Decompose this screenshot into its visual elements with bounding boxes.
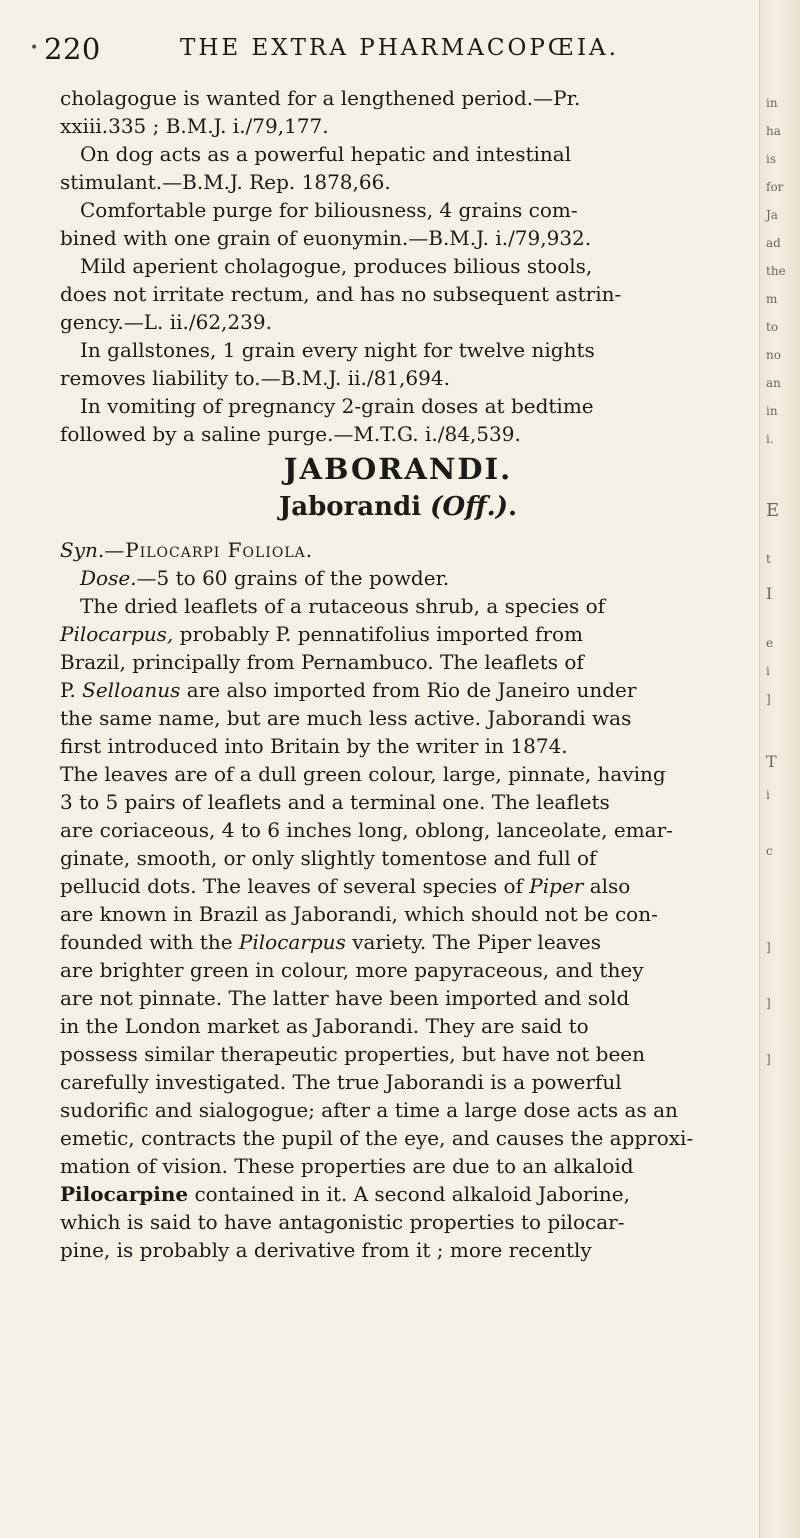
text-line — [60, 704, 736, 732]
edge-fragment: e — [766, 636, 774, 650]
text-segment: P. — [60, 678, 83, 702]
edge-fragment: in — [766, 404, 778, 418]
text-segment: are also imported from Rio de Janeiro under — [180, 678, 637, 702]
text-line: bined with one grain of euonymin.—B.M.J. i./79,932. — [60, 226, 592, 250]
running-head: THE EXTRA PHARMACOPŒIA. — [180, 35, 619, 61]
text-line — [60, 1124, 736, 1152]
text-italic: Pilocarpus, — [60, 622, 174, 646]
bullet-mark: • — [30, 40, 39, 56]
text-segment: which is said to have antagonistic properties to pilocar- — [60, 1210, 625, 1234]
text-line — [60, 1152, 736, 1180]
text-line — [60, 760, 736, 788]
text-segment: probably P. pennatifolius imported from — [173, 622, 584, 646]
text-line — [60, 872, 736, 900]
pilocarpine-term: Pilocarpine — [60, 1182, 189, 1206]
edge-fragment: ] — [766, 996, 771, 1010]
text-segment: are known in Brazil as Jaborandi, which should not be con- — [60, 902, 658, 926]
edge-fragment: for — [766, 180, 784, 194]
edge-fragment: to — [766, 320, 779, 334]
edge-fragment: in — [766, 96, 778, 110]
adjacent-page-edge — [759, 0, 800, 1538]
text-segment: are coriaceous, 4 to 6 inches long, oblong, lanceolate, emar- — [60, 818, 673, 842]
text-line: does not irritate rectum, and has no subsequent astrin- — [60, 282, 622, 306]
text-line — [60, 984, 736, 1012]
text-segment: carefully investigated. The true Jaborandi is a powerful — [60, 1070, 622, 1094]
edge-fragment: an — [766, 376, 781, 390]
text-line: In vomiting of pregnancy 2-grain doses at bedtime — [80, 394, 594, 418]
text-segment: the same name, but are much less active. Jaborandi was — [60, 706, 632, 730]
edge-fragment: ] — [766, 1052, 771, 1066]
monograph-body — [60, 536, 736, 1264]
text-segment: founded with the — [60, 930, 239, 954]
text-line — [60, 676, 736, 704]
text-italic: Selloanus — [82, 678, 181, 702]
syn-value: —Pilocarpi Foliola. — [104, 538, 314, 562]
edge-fragment: i — [766, 788, 770, 802]
text-line — [60, 592, 736, 620]
text-line — [60, 732, 736, 760]
text-line: stimulant.—B.M.J. Rep. 1878,66. — [60, 170, 391, 194]
text-line: Comfortable purge for biliousness, 4 grains com- — [80, 198, 578, 222]
text-segment: ginate, smooth, or only slightly tomentose and full of — [60, 846, 597, 870]
edge-fragment: T — [766, 752, 777, 771]
text-segment: variety. The Piper leaves — [345, 930, 601, 954]
text-segment: The dried leaflets of a rutaceous shrub, a species of — [80, 594, 606, 618]
edge-fragment: ] — [766, 940, 771, 954]
edge-fragment: the — [766, 264, 786, 278]
text-line: followed by a saline purge.—M.T.G. i./84,539. — [60, 422, 521, 446]
intro-paragraphs — [60, 84, 736, 448]
synonym-line — [60, 536, 736, 564]
edge-fragment: ha — [766, 124, 781, 138]
page-number: 220 — [44, 32, 101, 66]
text-segment: pine, is probably a derivative from it ; more recently — [60, 1238, 592, 1262]
text-line: xxiii.335 ; B.M.J. i./79,177. — [60, 114, 329, 138]
edge-fragment: I — [766, 584, 773, 603]
text-line: In gallstones, 1 grain every night for twelve nights — [80, 338, 595, 362]
text-line — [60, 956, 736, 984]
syn-label: Syn. — [60, 538, 105, 562]
text-line — [60, 788, 736, 816]
page-header — [30, 28, 730, 68]
text-line — [60, 648, 736, 676]
edge-fragment: m — [766, 292, 778, 306]
dose-value: —5 to 60 grains of the powder. — [136, 566, 450, 590]
text-line: gency.—L. ii./62,239. — [60, 310, 272, 334]
text-line — [60, 620, 736, 648]
text-line: On dog acts as a powerful hepatic and intestinal — [80, 142, 572, 166]
edge-fragment: is — [766, 152, 776, 166]
edge-fragment: i — [766, 664, 770, 678]
text-line: removes liability to.—B.M.J. ii./81,694. — [60, 366, 450, 390]
text-italic: Pilocarpus — [238, 930, 346, 954]
text-line — [60, 1040, 736, 1068]
section-subtitle — [60, 492, 736, 522]
text-segment: contained in it. A second alkaloid Jaborine, — [188, 1182, 630, 1206]
edge-fragment: Ja — [766, 208, 778, 222]
text-segment: pellucid dots. The leaves of several species of — [60, 874, 530, 898]
text-segment: 3 to 5 pairs of leaflets and a terminal one. The leaflets — [60, 790, 610, 814]
text-line: Mild aperient cholagogue, produces bilious stools, — [80, 254, 593, 278]
edge-fragment: E — [766, 500, 780, 521]
text-segment: The leaves are of a dull green colour, large, pinnate, having — [60, 762, 666, 786]
dose-label: Dose. — [80, 566, 137, 590]
text-line — [60, 1012, 736, 1040]
text-line — [60, 1068, 736, 1096]
text-line: cholagogue is wanted for a lengthened period.—Pr. — [60, 86, 581, 110]
text-line — [60, 844, 736, 872]
text-line — [60, 1208, 736, 1236]
text-segment: possess similar therapeutic properties, but have not been — [60, 1042, 645, 1066]
text-segment: also — [583, 874, 631, 898]
text-italic: Piper — [529, 874, 584, 898]
edge-fragment: no — [766, 348, 781, 362]
subtitle-name: Jaborandi — [278, 492, 431, 522]
edge-fragment: t — [766, 552, 771, 566]
text-line — [60, 1180, 736, 1208]
text-line — [60, 816, 736, 844]
text-segment: are not pinnate. The latter have been imported and sold — [60, 986, 630, 1010]
text-segment: mation of vision. These properties are due to an alkaloid — [60, 1154, 634, 1178]
section-title: JABORANDI. — [283, 452, 513, 486]
text-segment: are brighter green in colour, more papyraceous, and they — [60, 958, 644, 982]
text-line — [60, 1096, 736, 1124]
text-line — [60, 928, 736, 956]
edge-fragment: i. — [766, 432, 774, 446]
text-line — [60, 1236, 736, 1264]
text-segment: Brazil, principally from Pernambuco. The leaflets of — [60, 650, 584, 674]
text-segment: sudorific and sialogogue; after a time a large dose acts as an — [60, 1098, 678, 1122]
dose-line — [60, 564, 736, 592]
text-segment: in the London market as Jaborandi. They are said to — [60, 1014, 589, 1038]
edge-fragment: c — [766, 844, 773, 858]
text-segment: emetic, contracts the pupil of the eye, and causes the approxi- — [60, 1126, 694, 1150]
edge-fragment: ] — [766, 692, 771, 706]
edge-fragment: ad — [766, 236, 781, 250]
text-segment: first introduced into Britain by the writer in 1874. — [60, 734, 568, 758]
subtitle-period: . — [507, 492, 518, 522]
official-note: (Off.) — [430, 492, 508, 522]
text-line — [60, 900, 736, 928]
